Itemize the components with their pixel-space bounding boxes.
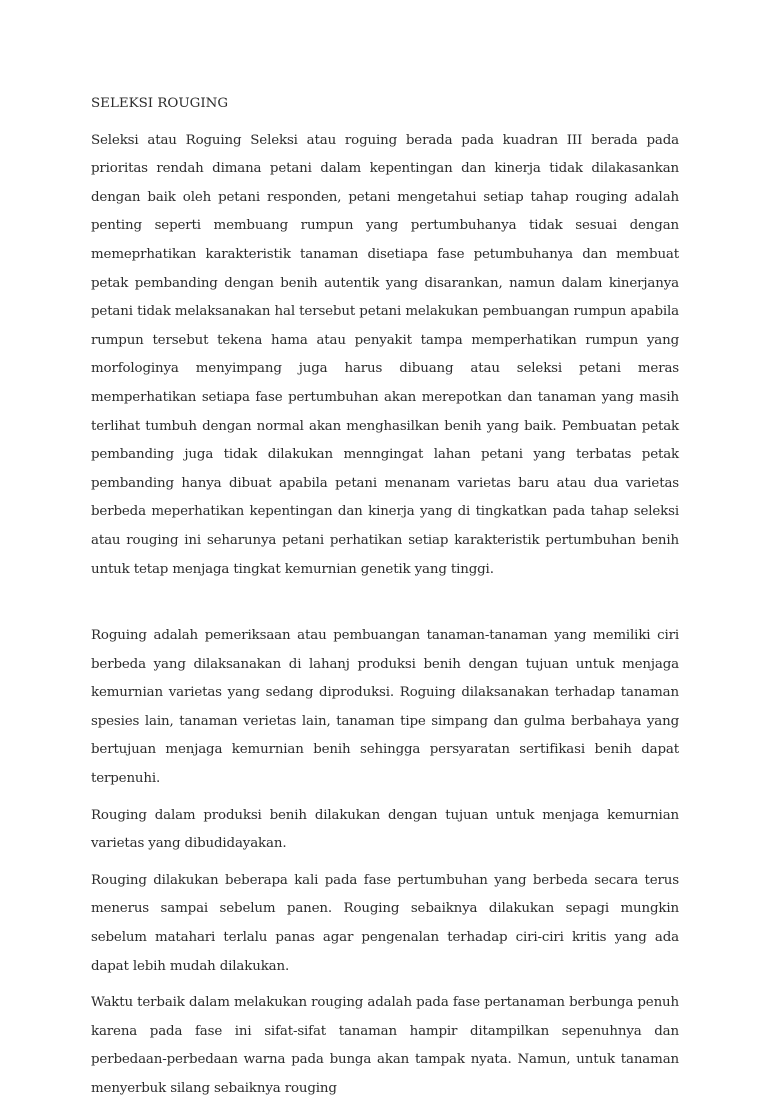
document-body bbox=[91, 90, 679, 1112]
paragraph-seleksi-roguing: Seleksi atau Roguing Seleksi atau roguing berada pada kuadran III berada pada prioritas rendah dimana petani dalam kepentingan dan kinerja tidak dilakasankan dengan baik oleh petani responden, petani mengetahui setiap tahap rouging adalah penting seperti membuang rumpun yang pertumbuhanya tidak sesuai dengan memeprhatikan karakteristik tanaman disetiapa fase petumbuhanya dan membuat petak pembanding dengan benih autentik yang disarankan, namun dalam kinerjanya petani tidak melaksanakan hal tersebut petani melakukan pembuangan rumpun apabila rumpun tersebut tekena hama atau penyakit tampa memperhatikan rumpun yang morfologinya menyimpang juga harus dibuang atau seleksi petani meras memperhatikan setiapa fase pertumbuhan akan merepotkan dan tanaman yang masih terlihat tumbuh dengan normal akan menghasilkan benih yang baik. Pembuatan petak pembanding juga tidak dilakukan menngingat lahan petani yang terbatas petak pembanding hanya dibuat apabila petani menanam varietas baru atau dua varietas berbeda meperhatikan kepentingan dan kinerja yang di tingkatkan pada tahap seleksi atau rouging ini seharunya petani perhatikan setiap karakteristik pertumbuhan benih untuk tetap menjaga tingkat kemurnian genetik yang tinggi. bbox=[91, 132, 679, 577]
document-title: SELEKSI ROUGING bbox=[91, 96, 229, 111]
paragraph-roguing-definition: Roguing adalah pemeriksaan atau pembuangan tanaman-tanaman yang memiliki ciri berbeda yang dilaksanakan di lahanj produksi benih dengan tujuan untuk menjaga kemurnian varietas yang sedang diproduksi. Roguing dilaksanakan terhadap tanaman spesies lain, tanaman verietas lain, tanaman tipe simpang dan gulma berbahaya yang bertujuan menjaga kemurnian benih sehingga persyaratan sertifikasi benih dapat terpenuhi. bbox=[91, 628, 679, 787]
paragraph-best-time: Waktu terbaik dalam melakukan rouging adalah pada fase pertanaman berbunga penuh karena pada fase ini sifat-sifat tanaman hampir ditampilkan sepenuhnya dan perbedaan-perbedaan warna pada bunga akan tampak nyata. Namun, untuk tanaman menyerbuk silang sebaiknya rouging bbox=[91, 995, 679, 1096]
paragraph-rouging-purpose: Rouging dalam produksi benih dilakukan dengan tujuan untuk menjaga kemurnian varietas yang dibudidayakan. bbox=[91, 807, 679, 852]
paragraph-rouging-timing: Rouging dilakukan beberapa kali pada fase pertumbuhan yang berbeda secara terus menerus sampai sebelum panen. Rouging sebaiknya dilakukan sepagi mungkin sebelum matahari terlalu panas agar pengenalan terhadap ciri-ciri kritis yang ada dapat lebih mudah dilakukan. bbox=[91, 872, 679, 974]
